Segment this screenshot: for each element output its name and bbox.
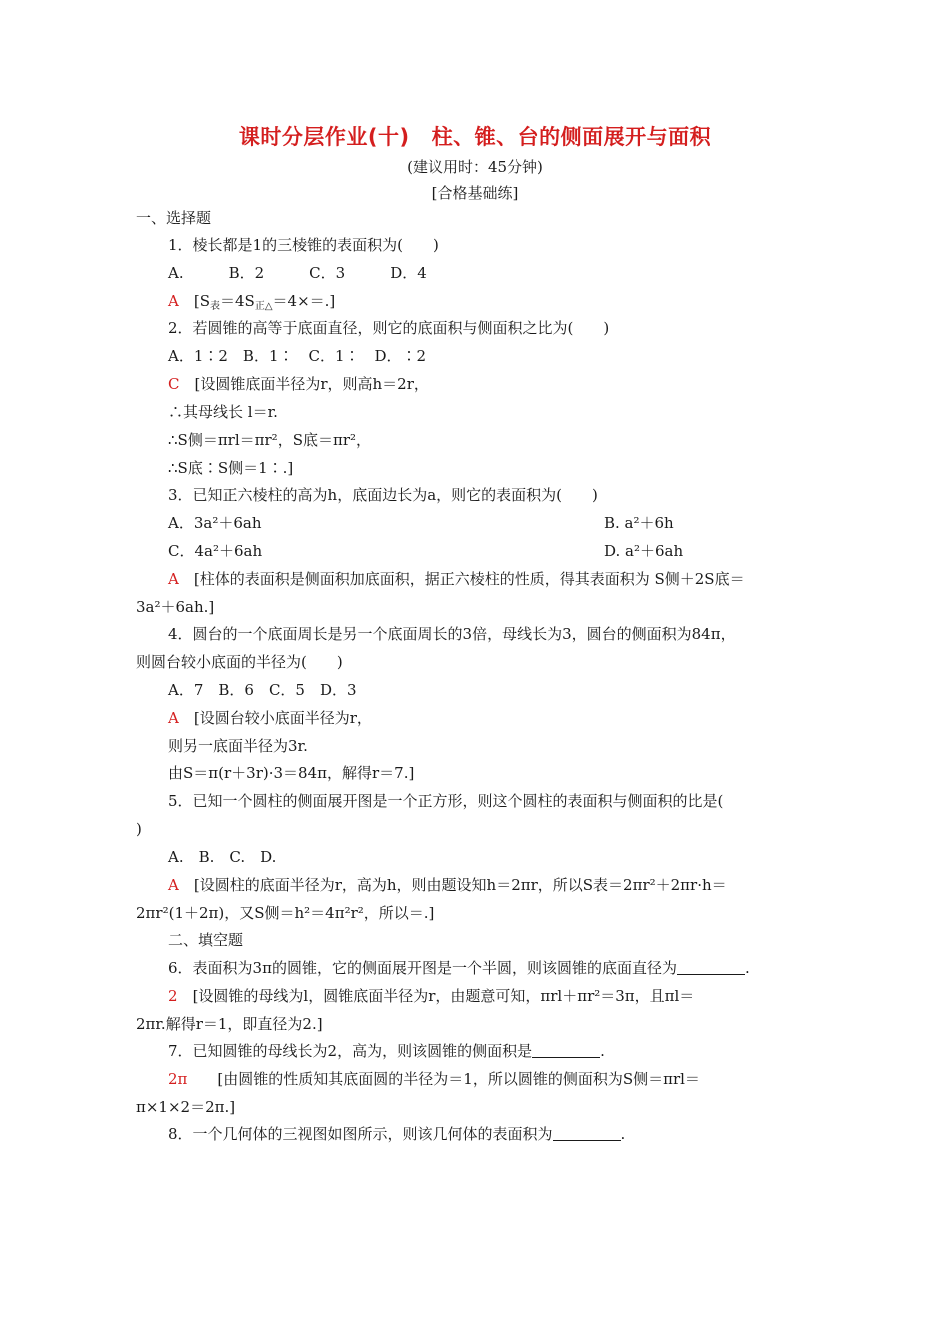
q5-options: A. B. C. D. [168, 848, 277, 866]
q1-options: A. B．2 C．3 D．4 [168, 264, 427, 282]
section-fill: 二、填空题 [168, 931, 244, 949]
q2-stem: 2．若圆锥的高等于底面直径，则它的底面积与侧面积之比为( ) [168, 319, 610, 337]
q2-exp-3: ∴S侧＝πrl＝πr²，S底＝πr²， [168, 431, 372, 449]
q5-stem-1: 5．已知一个圆柱的侧面展开图是一个正方形，则这个圆柱的表面积与侧面积的比是( [168, 792, 724, 810]
q7-blank [532, 1043, 600, 1058]
q1-answer-line: A $[S_表=4S_{正\triangle}=4\times=.]$ [168, 292, 336, 312]
q4-options: A．7 B．6 C．5 D．3 [168, 681, 357, 699]
title-left: 课时分层作业(十) [238, 125, 410, 149]
q3-option-b: B. a²＋6h [604, 514, 674, 532]
q4-exp-2: 则另一底面半径为3r. [168, 737, 308, 755]
q4-stem-1: 4．圆台的一个底面周长是另一个底面周长的3倍，母线长为3，圆台的侧面积为84π， [168, 625, 736, 643]
q4-stem-2: 则圆台较小底面的半径为( ) [136, 653, 343, 671]
q1-answer: A [168, 292, 179, 310]
q5-stem-2: ) [136, 820, 142, 838]
q2-answer-line: C [设圆锥底面半径为r，则高h＝2r， [168, 375, 429, 393]
q3-option-d: D. a²＋6ah [604, 542, 684, 560]
q6-answer: 2 [168, 987, 178, 1005]
q3-option-row-1 [168, 513, 818, 533]
q3-option-row-2 [168, 541, 818, 561]
q3-option-a: A．3a²＋6ah [168, 514, 262, 532]
q3-answer-line: A [柱体的表面积是侧面积加底面积，据正六棱柱的性质，得其表面积为 S侧＋2S底＝ [168, 570, 745, 588]
q3-answer: A [168, 570, 179, 588]
section-choice: 一、选择题 [136, 209, 212, 227]
q2-options: A．1∶2 B．1∶ C．1∶ D．∶2 [168, 347, 427, 365]
q2-exp-4: ∴S底∶S侧＝1∶.] [168, 459, 294, 477]
q5-exp-2: 2πr²(1＋2π)，又S侧＝h²＝4π²r²，所以＝.] [136, 904, 435, 922]
q8-stem: 8．一个几何体的三视图如图所示，则该几何体的表面积为 . [168, 1125, 626, 1143]
q6-exp-2: 2πr.解得r＝1，即直径为2.] [136, 1015, 323, 1033]
q8-blank [553, 1126, 621, 1141]
q2-exp-2: ∴其母线长 l＝r. [168, 403, 278, 421]
q4-answer: A [168, 709, 179, 727]
q7-answer: 2π [168, 1070, 188, 1088]
q7-stem: 7．已知圆锥的母线长为2，高为，则该圆锥的侧面积是 . [168, 1042, 605, 1060]
q5-answer-line: A [设圆柱的底面半径为r，高为h，则由题设知h＝2πr，所以S表＝2πr²＋2πr·h＝ [168, 876, 727, 894]
q3-option-c: C．4a²＋6ah [168, 542, 263, 560]
q1-stem: 1．棱长都是1的三棱锥的表面积为( ) [168, 236, 439, 254]
suggested-time: (建议用时：45分钟) [407, 158, 543, 176]
q6-stem: 6．表面积为3π的圆锥，它的侧面展开图是一个半圆，则该圆锥的底面直径为 . [168, 959, 750, 977]
page-title [0, 121, 950, 151]
q6-blank [677, 960, 745, 975]
q7-exp-2: π×1×2＝2π.] [136, 1098, 236, 1116]
q2-answer: C [168, 375, 180, 393]
q5-answer: A [168, 876, 179, 894]
q6-answer-line: 2 [设圆锥的母线为l，圆锥底面半径为r，由题意可知，πrl＋πr²＝3π，且πl＝ [168, 987, 695, 1005]
q7-answer-line: 2π [由圆锥的性质知其底面圆的半径为＝1，所以圆锥的侧面积为S侧＝πrl＝ [168, 1070, 700, 1088]
level-label: [合格基础练] [431, 184, 519, 202]
q3-stem: 3．已知正六棱柱的高为h，底面边长为a，则它的表面积为( ) [168, 486, 598, 504]
q4-exp-3: 由S＝π(r＋3r)·3＝84π，解得r＝7.] [168, 764, 415, 782]
title-right: 柱、锥、台的侧面展开与面积 [431, 125, 712, 149]
q4-answer-line: A [设圆台较小底面半径为r， [168, 709, 372, 727]
q3-exp-2: 3a²＋6ah.] [136, 598, 215, 616]
